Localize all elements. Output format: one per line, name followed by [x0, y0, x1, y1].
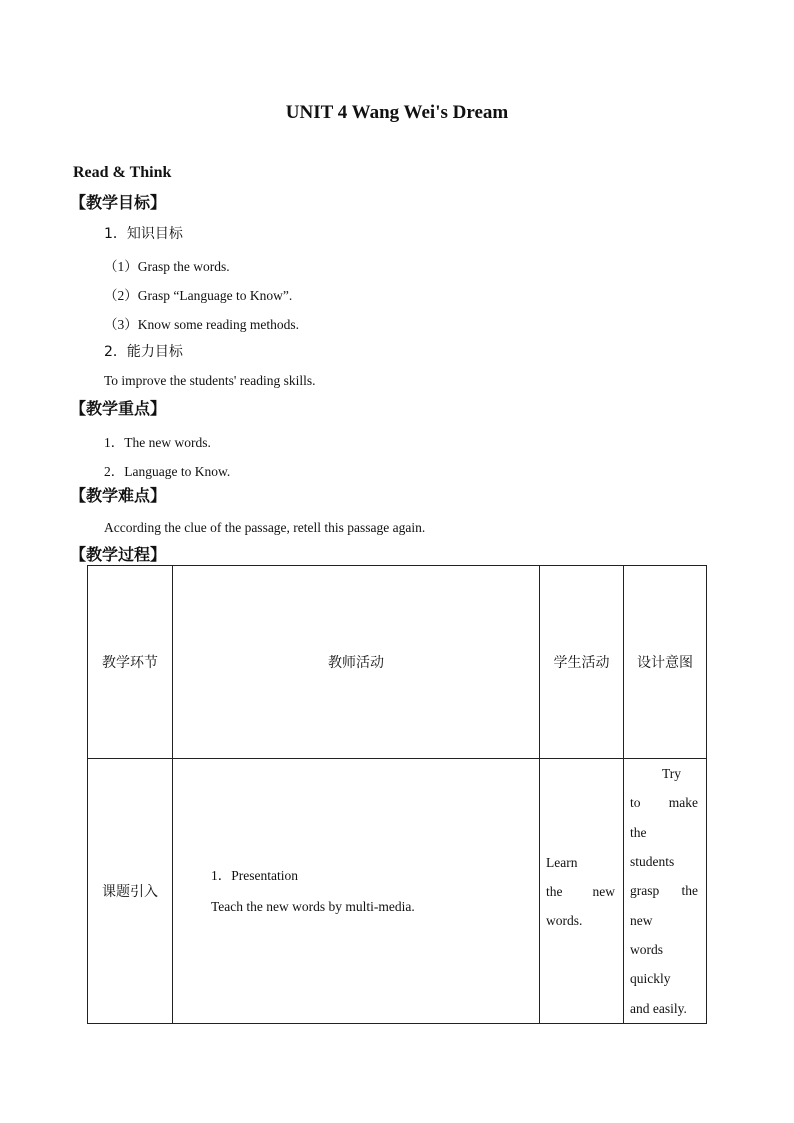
student-line: Learn: [546, 854, 578, 870]
table-header-row: [88, 566, 707, 759]
design-line: the: [630, 824, 647, 840]
key-point-item: 2．Language to Know.: [104, 464, 231, 479]
section-key-points: 【教学重点】: [70, 399, 167, 418]
teacher-line: 1．Presentation: [211, 868, 298, 883]
design-line: students: [630, 854, 675, 870]
design-line: words: [630, 941, 663, 957]
section-process: 【教学过程】: [70, 545, 167, 564]
knowledge-item: （1）Grasp the words.: [104, 259, 230, 274]
design-line: quickly: [630, 971, 671, 987]
knowledge-item: （2）Grasp “Language to Know”.: [104, 288, 293, 303]
header-stage: 教学环节: [88, 566, 173, 759]
header-design-intent: 设计意图: [624, 566, 707, 759]
header-teacher-activity: 教师活动: [173, 566, 540, 759]
design-line: and easily.: [630, 1000, 687, 1016]
teaching-process-table: [87, 565, 707, 1024]
student-activity-cell: [540, 759, 624, 1024]
design-line: to make: [630, 795, 698, 811]
header-student-activity: 学生活动: [540, 566, 624, 759]
design-intent-cell: [624, 759, 707, 1024]
stage-cell: 课题引入: [88, 759, 173, 1024]
page-title: UNIT 4 Wang Wei's Dream: [285, 102, 509, 123]
design-line: grasp the: [630, 883, 698, 899]
section-difficulties: 【教学难点】: [70, 486, 167, 505]
table-row: [88, 759, 707, 1024]
design-line: new: [630, 912, 653, 928]
lesson-subheading: Read & Think: [73, 164, 172, 181]
ability-text: To improve the students' reading skills.: [104, 373, 316, 388]
ability-heading: 2．能力目标: [104, 344, 183, 360]
student-line: the new: [546, 883, 615, 899]
teacher-line: Teach the new words by multi-media.: [211, 899, 415, 914]
difficulties-text: According the clue of the passage, retell this passage again.: [104, 520, 426, 535]
knowledge-heading: 1．知识目标: [104, 226, 183, 242]
key-point-item: 1．The new words.: [104, 435, 211, 450]
student-line: words.: [546, 912, 583, 928]
section-objectives: 【教学目标】: [70, 193, 167, 212]
knowledge-item: （3）Know some reading methods.: [104, 317, 299, 332]
design-line: Try: [662, 766, 682, 782]
teacher-activity-cell: [173, 759, 540, 1024]
